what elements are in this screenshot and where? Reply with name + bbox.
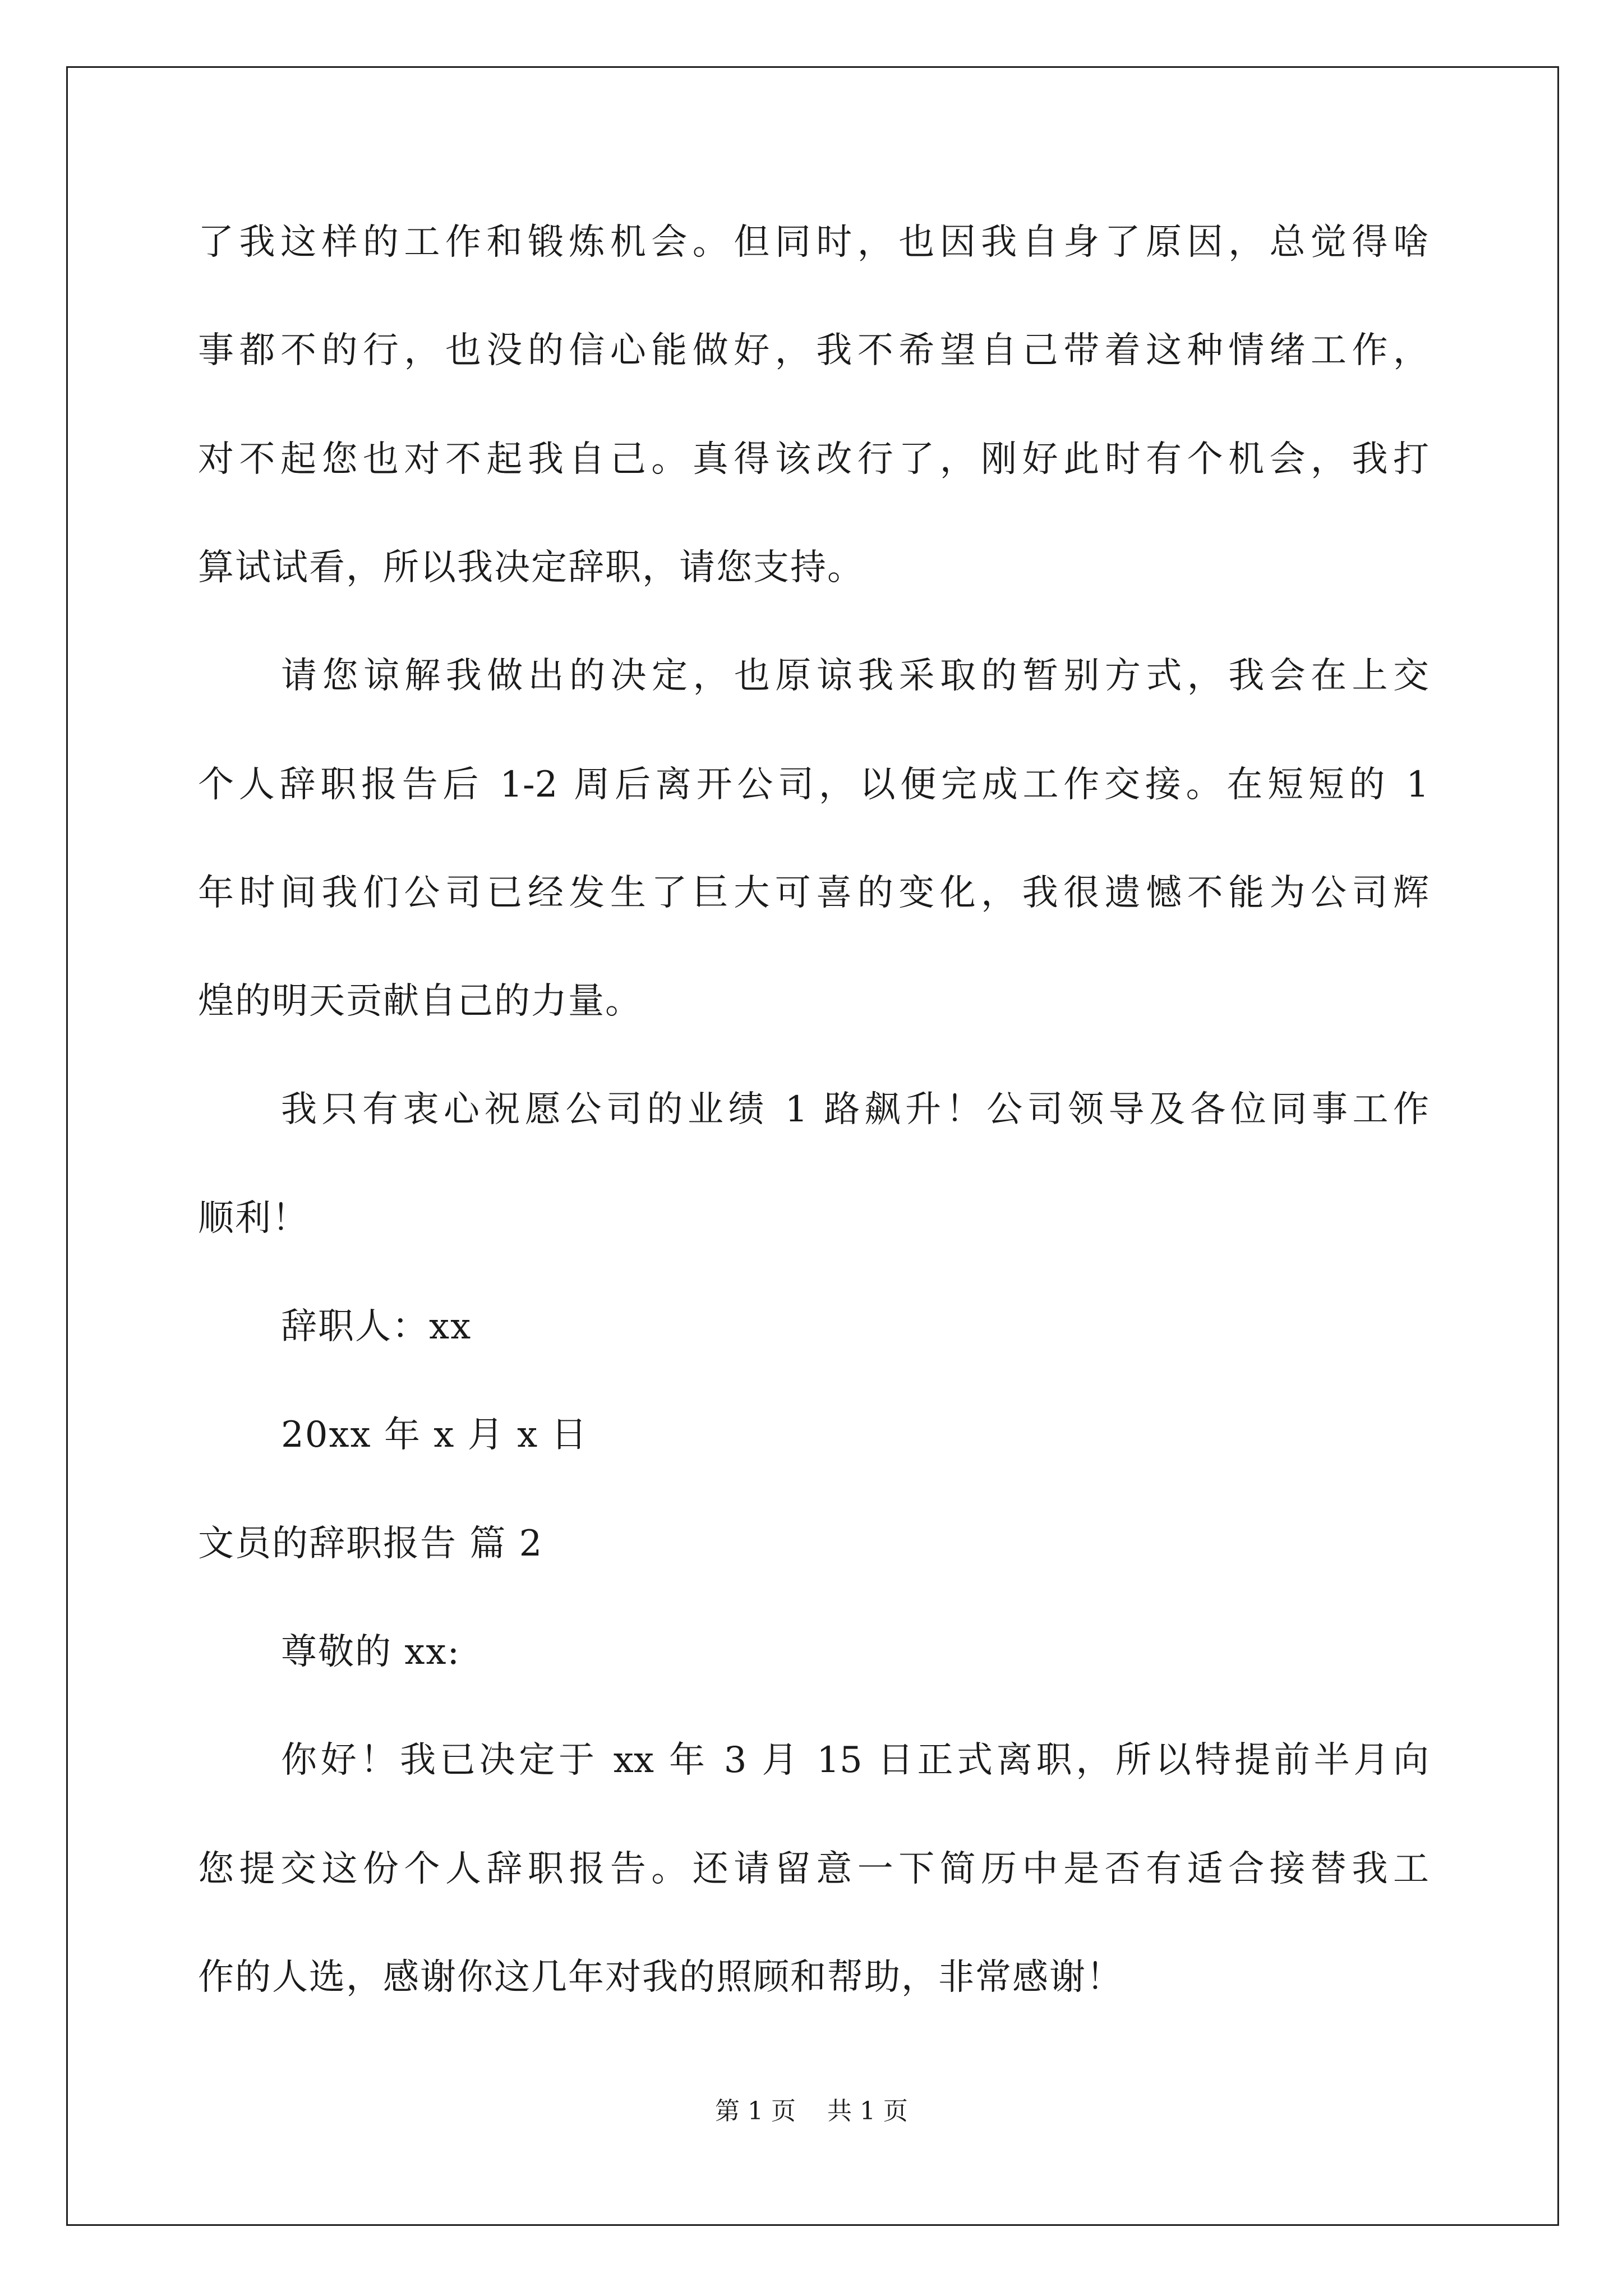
paragraph-line: 算试试看，所以我决定辞职，请您支持。 — [198, 547, 864, 588]
page-border — [66, 66, 1559, 2226]
paragraph-line: 我只有衷心祝愿公司的业绩 1 路飙升！公司领导及各位同事工作 — [281, 1089, 1429, 1130]
paragraph-line: 请您谅解我做出的决定，也原谅我采取的暂别方式，我会在上交 — [281, 655, 1429, 697]
paragraph-line: 年时间我们公司已经发生了巨大可喜的变化，我很遗憾不能为公司辉 — [198, 872, 1429, 914]
paragraph-line: 了我这样的工作和锻炼机会。但同时，也因我自身了原因，总觉得啥 — [198, 222, 1429, 263]
paragraph-line: 个人辞职报告后 1-2 周后离开公司，以便完成工作交接。在短短的 1 — [198, 764, 1429, 806]
paragraph-line: 煌的明天贡献自己的力量。 — [198, 981, 642, 1022]
paragraph-line: 文员的辞职报告 篇 2 — [198, 1523, 543, 1565]
paragraph-line: 你好！我已决定于 xx 年 3 月 15 日正式离职，所以特提前半月向 — [281, 1740, 1429, 1781]
page-footer: 第 1 页 共 1 页 — [715, 2097, 908, 2125]
paragraph-line: 事都不的行，也没的信心能做好，我不希望自己带着这种情绪工作， — [198, 330, 1429, 371]
paragraph-line: 您提交这份个人辞职报告。还请留意一下简历中是否有适合接替我工 — [198, 1848, 1429, 1890]
paragraph-line: 顺利！ — [198, 1198, 309, 1239]
paragraph-line: 辞职人：xx — [281, 1306, 472, 1347]
paragraph-line: 20xx 年 x 月 x 日 — [281, 1414, 588, 1456]
paragraph-line: 对不起您也对不起我自己。真得该改行了，刚好此时有个机会，我打 — [198, 439, 1429, 480]
paragraph-line: 作的人选，感谢你这几年对我的照顾和帮助，非常感谢！ — [198, 1957, 1123, 1998]
paragraph-line: 尊敬的 xx: — [281, 1631, 461, 1673]
